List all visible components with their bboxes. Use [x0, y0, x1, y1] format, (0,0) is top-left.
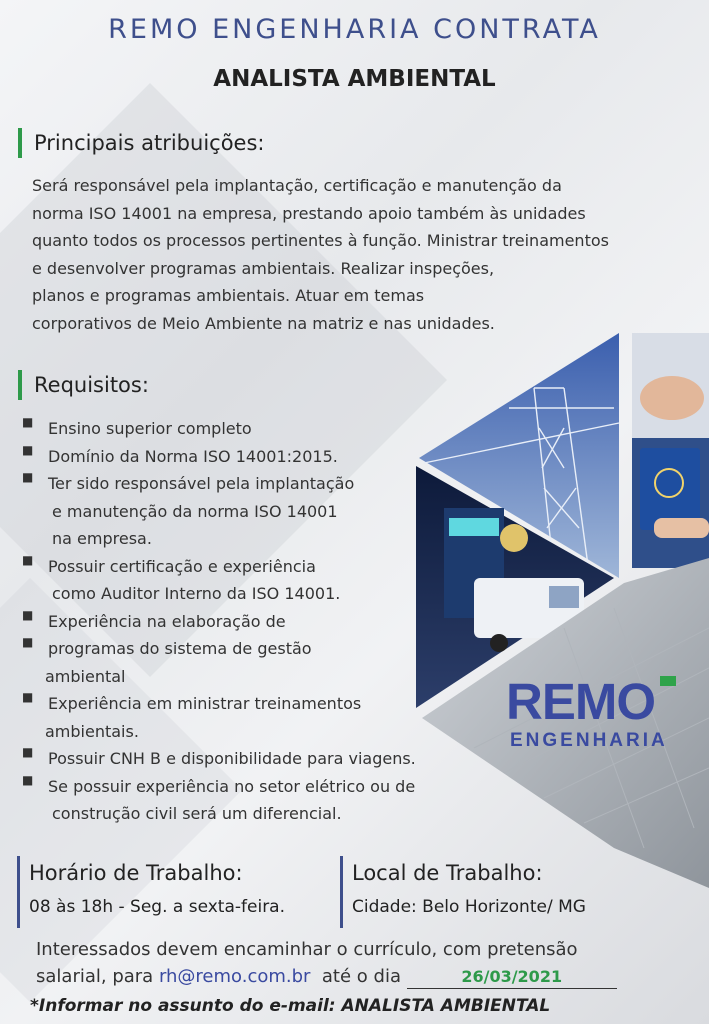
bullet-icon: ■ [22, 690, 34, 704]
company-logo [506, 672, 706, 762]
requirement-item: ■ Experiência na elaboração de [22, 607, 286, 631]
requirement-item: ■ Domínio da Norma ISO 14001:2015. [22, 442, 338, 466]
contact-line: Interessados devem encaminhar o currículo, com pretensão [36, 939, 578, 960]
bullet-icon: ■ [22, 745, 34, 759]
email-link[interactable]: rh@remo.com.br [158, 966, 311, 987]
bullet-icon: ■ [22, 607, 34, 622]
attributions-line: planos e programas ambientais. Atuar em temas [32, 286, 425, 305]
job-title: ANALISTA AMBIENTAL [213, 66, 496, 92]
attributions-line: Será responsável pela implantação, certificação e manutenção da [32, 176, 562, 195]
attributions-line: corporativos de Meio Ambiente na matriz e nas unidades. [32, 313, 495, 333]
requirement-item: ■ Possuir CNH B e disponibilidade para viagens. [22, 745, 416, 768]
requirement-item: ■ programas do sistema de gestão ambiental [22, 635, 312, 686]
attributions-text [32, 172, 697, 337]
work-location-box [340, 856, 586, 928]
bullet-icon: ■ [22, 635, 34, 649]
work-hours-value: 08 às 18h - Seg. a sexta-feira. [29, 897, 286, 917]
work-location-value: Cidade: Belo Horizonte/ MG [352, 897, 586, 917]
handshake-photo [632, 333, 709, 568]
subject-note: *Informar no assunto do e-mail: ANALISTA AMBIENTAL [30, 996, 551, 1016]
attributions-line: norma ISO 14001 na empresa, prestando apoio também às unidades [32, 203, 586, 223]
work-hours-box [17, 856, 285, 928]
requirements-heading: Requisitos: [18, 370, 149, 400]
bullet-icon: ■ [22, 442, 34, 457]
logo-subtitle: ENGENHARIA [510, 730, 668, 751]
work-hours-heading: Horário de Trabalho: [29, 861, 243, 885]
bullet-icon: ■ [22, 415, 34, 429]
contact-instructions [36, 936, 696, 990]
work-location-heading: Local de Trabalho: [352, 861, 543, 885]
requirement-item: ■ Se possuir experiência no setor elétrico ou de construção civil será um diferencial. [22, 772, 416, 823]
bullet-icon: ■ [22, 470, 34, 484]
logo-wordmark: REMO [506, 673, 655, 730]
logo-accent-mark [660, 676, 676, 686]
bullet-icon: ■ [22, 552, 34, 567]
bullet-icon: ■ [22, 772, 34, 787]
attributions-line: quanto todos os processos pertinentes à função. Ministrar treinamentos [32, 231, 609, 250]
requirement-item: ■ Ensino superior completo [22, 415, 252, 438]
deadline-date: 26/03/2021 [407, 966, 617, 989]
hero-image-collage [414, 328, 709, 888]
attributions-heading: Principais atribuições: [18, 128, 264, 158]
requirement-item: ■ Possuir certificação e experiência como Auditor Interno da ISO 14001. [22, 552, 341, 603]
attributions-line: e desenvolver programas ambientais. Realizar inspeções, [32, 258, 495, 278]
requirement-item: ■ Ter sido responsável pela implantação e manutenção da norma ISO 14001 na empresa. [22, 470, 355, 548]
requirement-item: ■ Experiência em ministrar treinamentos ambientais. [22, 690, 362, 741]
contact-line: salarial, para rh@remo.com.br até o dia 26/03/2021 [36, 963, 696, 990]
page-title: REMO ENGENHARIA CONTRATA [108, 14, 601, 45]
